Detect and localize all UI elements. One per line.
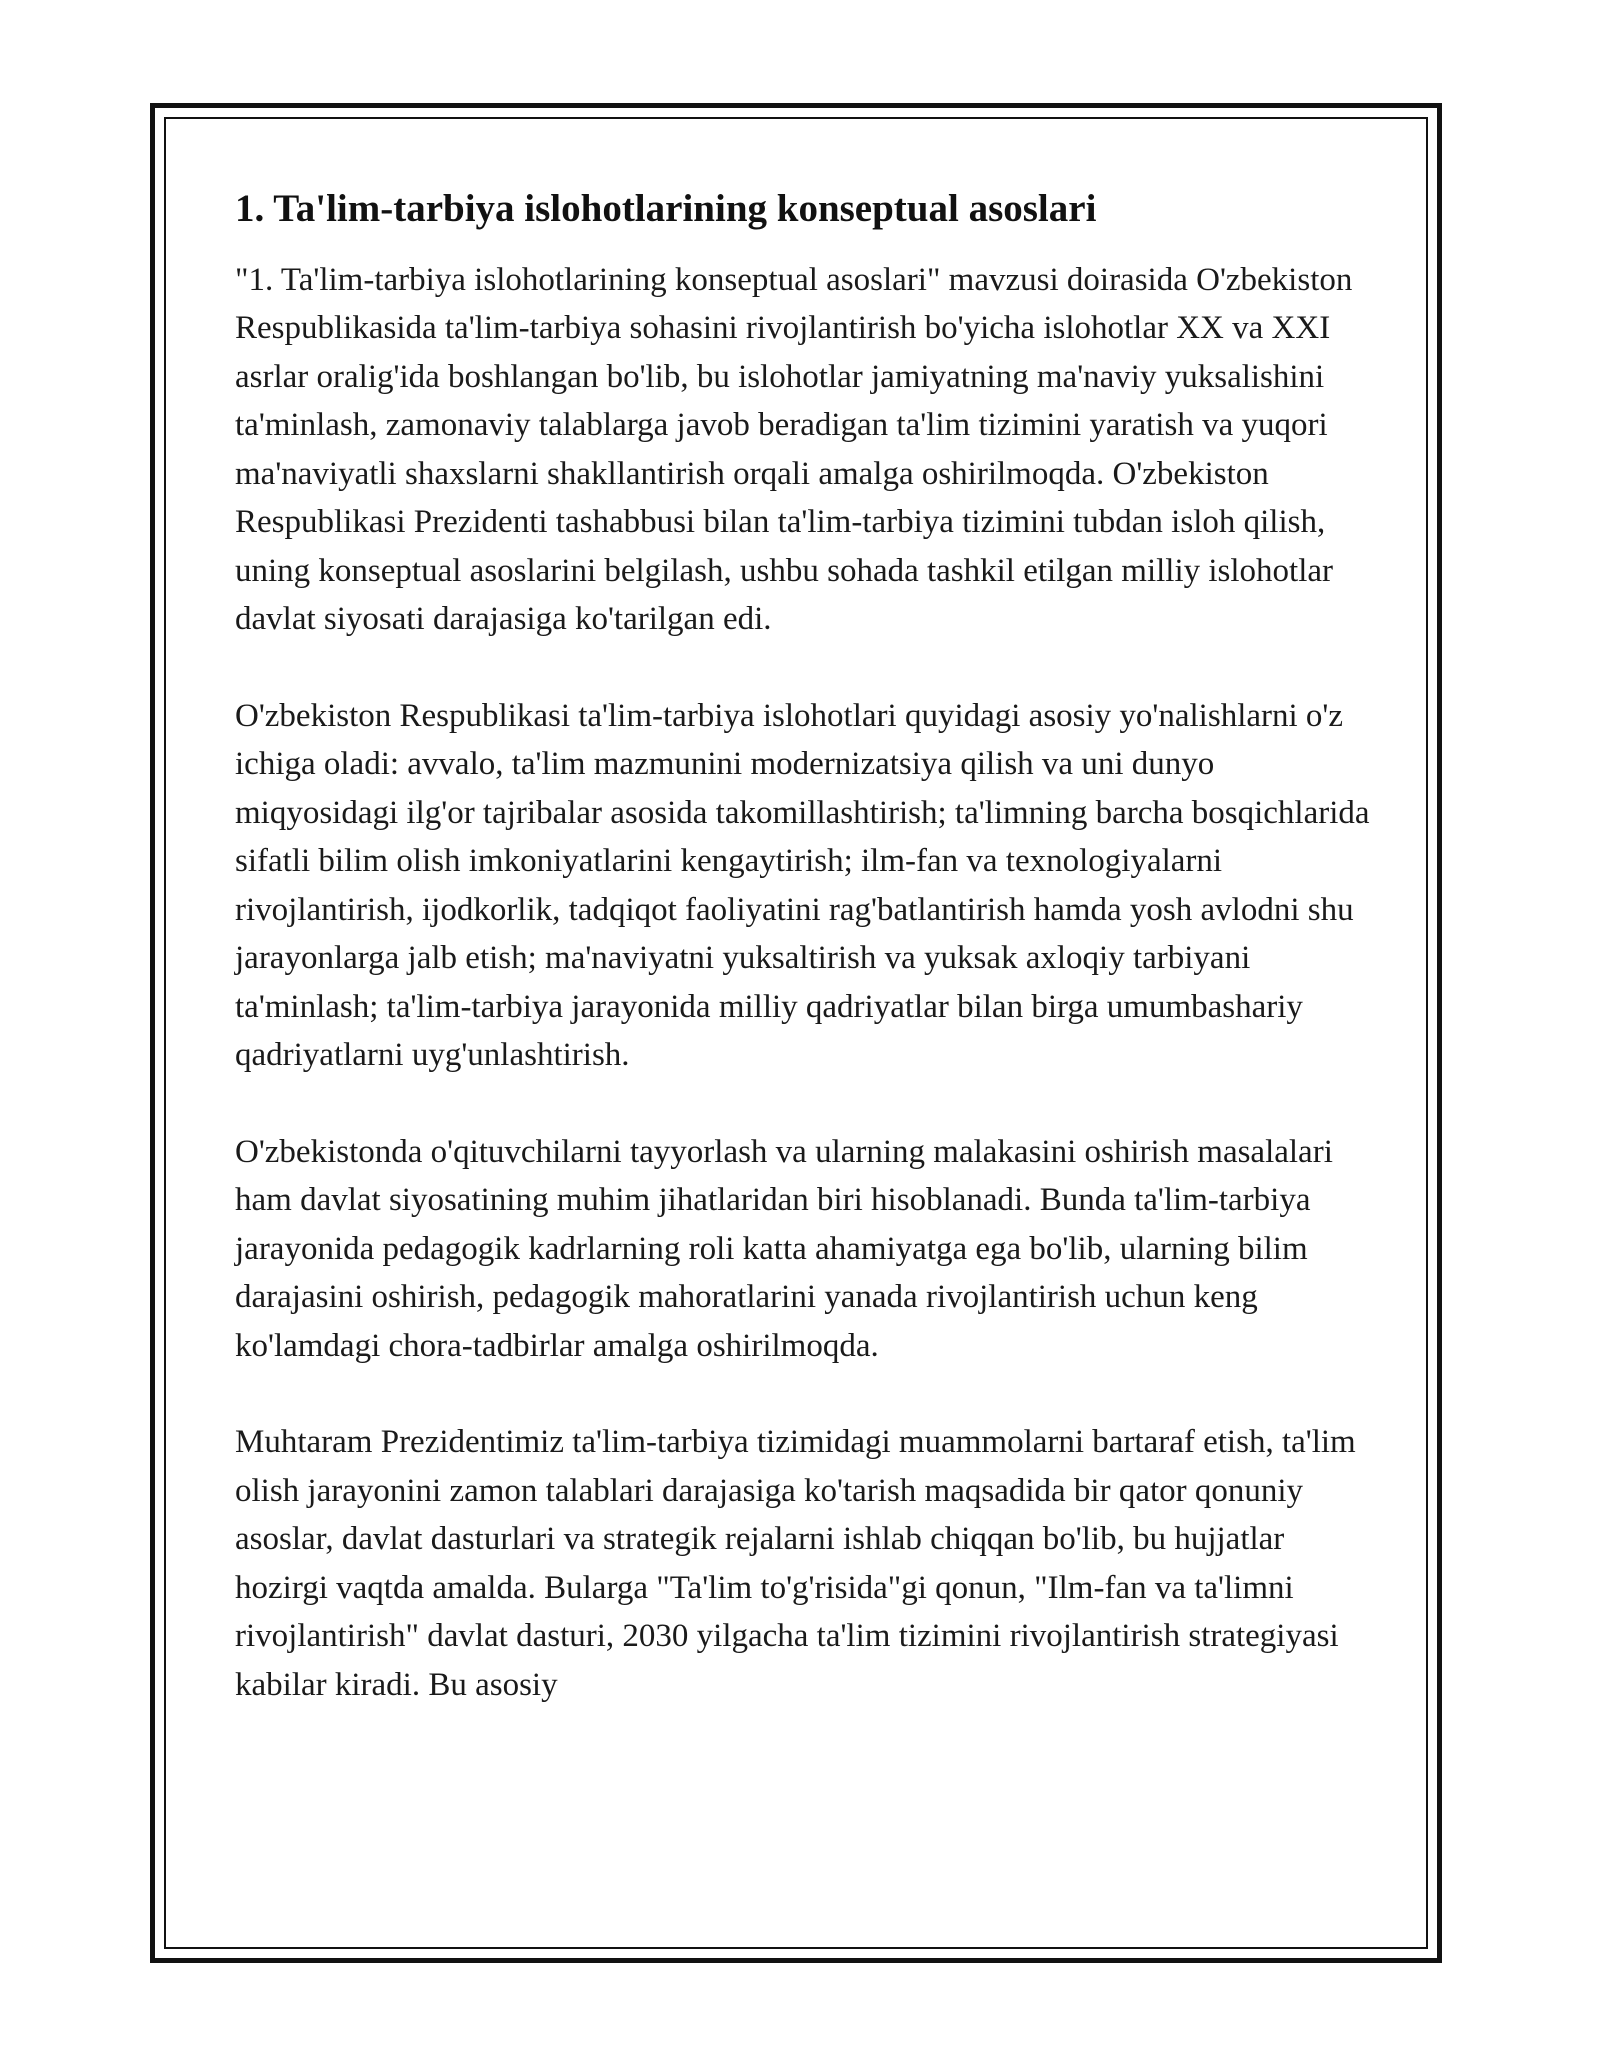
paragraph-4: Muhtaram Prezidentimiz ta'lim-tarbiya tizimidagi muammolarni bartaraf etish, ta'lim olish jarayonini zamon talablari darajasiga ko'tarish maqsadida bir qator qonuniy asoslar, davlat dasturlari va strategik rejalarni ishlab chiqqan bo'lib, bu hujjatlar hozirgi vaqtda amalda. Bularga "Ta'lim to'g'risida"gi qonun, "Ilm-fan va ta'limni rivojlantirish" davlat dasturi, 2030 yilgacha ta'lim tizimini rivojlantirish strategiyasi kabilar kiradi. Bu asosiy [235,1424,1356,1703]
paragraph-2: O'zbekiston Respublikasi ta'lim-tarbiya islohotlari quyidagi asosiy yo'nalishlarni o'z ichiga oladi: avvalo, ta'lim mazmunini modernizatsiya qilish va uni dunyo miqyosidagi ilg'or tajribalar asosida takomillashtirish; ta'limning barcha bosqichlarida sifatli bilim olish imkoniyatlarini kengaytirish; ilm-fan va texnologiyalarni rivojlantirish, ijodkorlik, tadqiqot faoliyatini rag'batlantirish hamda yosh avlodni shu jarayonlarga jalb etish; ma'naviyatni yuksaltirish va yuksak axloqiy tarbiyani ta'minlash; ta'lim-tarbiya jarayonida milliy qadriyatlar bilan birga umumbashariy qadriyatlarni uyg'unlashtirish. [235,697,1370,1074]
document-body [235,185,1375,1757]
paragraph-3: O'zbekistonda o'qituvchilarni tayyorlash va ularning malakasini oshirish masalalari ham davlat siyosatining muhim jihatlaridan biri hisoblanadi. Bunda ta'lim-tarbiya jarayonida pedagogik kadrlarning roli katta ahamiyatga ega bo'lib, ularning bilim darajasini oshirish, pedagogik mahoratlarini yanada rivojlantirish uchun keng ko'lamdagi chora-tadbirlar amalga oshirilmoqda. [235,1133,1333,1364]
section-heading: 1. Ta'lim-tarbiya islohotlarining konseptual asoslari [235,187,1097,230]
paragraph-1: "1. Ta'lim-tarbiya islohotlarining konseptual asoslari" mavzusi doirasida O'zbekiston Respublikasida ta'lim-tarbiya sohasini rivojlantirish bo'yicha islohotlar XX va XXI asrlar oralig'ida boshlangan bo'lib, bu islohotlar jamiyatning ma'naviy yuksalishini ta'minlash, zamonaviy talablarga javob beradigan ta'lim tizimini yaratish va yuqori ma'naviyatli shaxslarni shakllantirish orqali amalga oshirilmoqda. O'zbekiston Respublikasi Prezidenti tashabbusi bilan ta'lim-tarbiya tizimini tubdan isloh qilish, uning konseptual asoslarini belgilash, ushbu sohada tashkil etilgan milliy islohotlar davlat siyosati darajasiga ko'tarilgan edi. [235,261,1353,638]
